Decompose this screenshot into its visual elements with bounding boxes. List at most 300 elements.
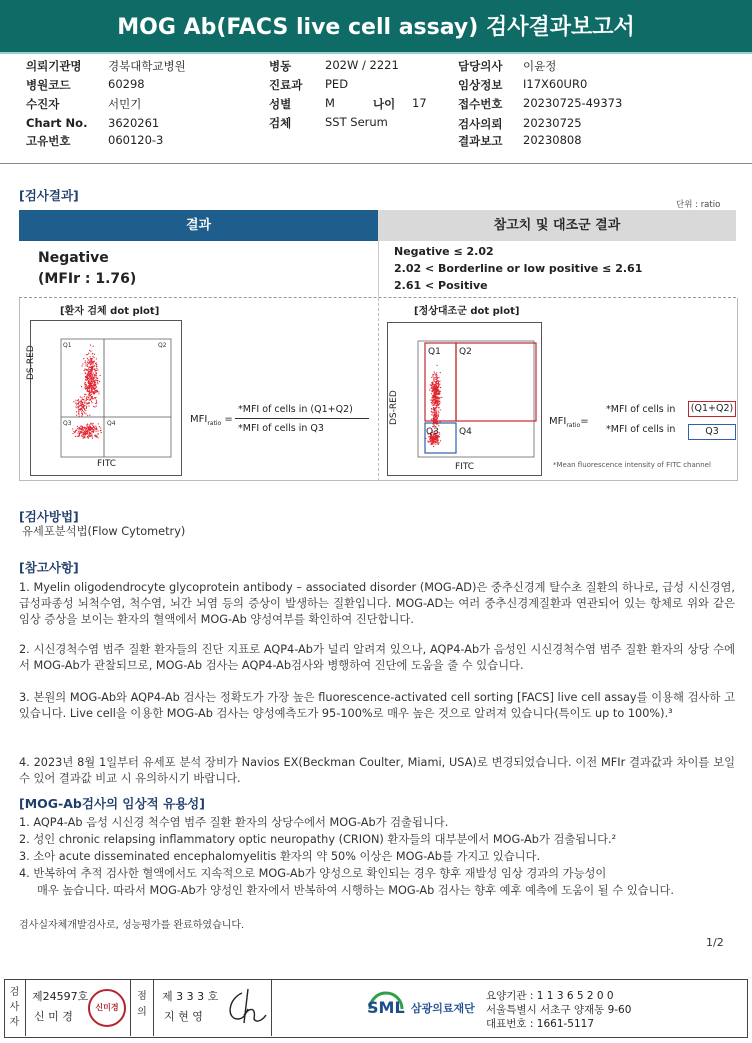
- dot: [91, 358, 92, 359]
- dot: [90, 395, 91, 396]
- examiner-role-char: 검: [9, 987, 20, 998]
- dot: [435, 377, 436, 378]
- dot: [431, 403, 432, 404]
- dot: [91, 392, 92, 393]
- dot: [83, 435, 84, 436]
- dot: [96, 387, 97, 388]
- dot: [79, 416, 80, 417]
- dot: [86, 385, 87, 386]
- dot: [90, 392, 91, 393]
- dot: [96, 377, 97, 378]
- dot: [80, 396, 81, 397]
- dot: [91, 396, 92, 397]
- info-value-report-date: 20230808: [523, 133, 582, 147]
- dot: [84, 388, 85, 389]
- dot: [91, 401, 92, 402]
- dot: [432, 409, 433, 410]
- dot: [434, 414, 435, 415]
- dot: [93, 393, 94, 394]
- control-q2-label: Q2: [459, 347, 472, 357]
- dot: [93, 381, 94, 382]
- control-q1-label: Q1: [428, 347, 441, 357]
- dot: [434, 394, 435, 395]
- dot: [96, 358, 97, 359]
- mfi-equals-2: =: [580, 416, 589, 427]
- dot: [88, 378, 89, 379]
- dot: [436, 412, 437, 413]
- dot: [438, 405, 439, 406]
- dot: [87, 390, 88, 391]
- dot: [80, 431, 81, 432]
- dot: [438, 407, 439, 408]
- dot: [96, 373, 97, 374]
- dot: [91, 381, 92, 382]
- dot: [433, 415, 434, 416]
- dot: [86, 398, 87, 399]
- dot: [435, 404, 436, 405]
- dot: [78, 411, 79, 412]
- sml-org-name: 삼광의료재단: [411, 1002, 475, 1015]
- dot: [93, 398, 94, 399]
- dot: [97, 378, 98, 379]
- patient-q4-label: Q4: [107, 420, 116, 427]
- dot: [431, 442, 432, 443]
- dot: [86, 433, 87, 434]
- dot: [90, 381, 91, 382]
- mfi-footnote: *Mean fluorescence intensity of FITC channel: [553, 461, 711, 469]
- dot: [94, 354, 95, 355]
- dot: [96, 431, 97, 432]
- dot: [432, 420, 433, 421]
- dot: [100, 427, 101, 428]
- dot: [93, 423, 94, 424]
- dot: [77, 436, 78, 437]
- dot: [95, 371, 96, 372]
- certification-note: 검사실자체개발검사로, 성능평가를 완료하였습니다.: [19, 920, 245, 931]
- dot: [431, 440, 432, 441]
- dot: [81, 429, 82, 430]
- dot: [86, 408, 87, 409]
- dot: [437, 386, 438, 387]
- dot: [82, 399, 83, 400]
- dot: [96, 364, 97, 365]
- dot: [94, 428, 95, 429]
- mfi-equals: =: [224, 414, 233, 425]
- dot: [438, 415, 439, 416]
- info-label-hospital-code: 병원코드: [26, 78, 71, 92]
- dot: [439, 392, 440, 393]
- dot: [436, 423, 437, 424]
- mfi-numerator: *MFI of cells in (Q1+Q2): [238, 404, 353, 415]
- dot: [77, 400, 78, 401]
- dot: [436, 414, 437, 415]
- dot: [432, 401, 433, 402]
- info-value-requester: 경북대학교병원: [108, 59, 186, 73]
- dot: [92, 375, 93, 376]
- physician-name: 지 현 영: [164, 1010, 203, 1023]
- dot: [96, 368, 97, 369]
- patient-q3-label: Q3: [63, 420, 72, 427]
- dot: [78, 403, 79, 404]
- dot: [89, 402, 90, 403]
- dot: [97, 383, 98, 384]
- dot: [87, 404, 88, 405]
- dot: [87, 378, 88, 379]
- dot: [437, 423, 438, 424]
- info-label-department: 진료과: [269, 78, 303, 92]
- physician-role: [130, 979, 154, 1036]
- dot: [88, 397, 89, 398]
- patient-q1-label: Q1: [63, 342, 72, 349]
- dot: [94, 382, 95, 383]
- dot: [87, 426, 88, 427]
- dot: [433, 397, 434, 398]
- dot: [430, 400, 431, 401]
- dot: [437, 422, 438, 423]
- dot: [434, 371, 435, 372]
- dot: [434, 443, 435, 444]
- control-dot-plot: [388, 323, 541, 475]
- dot: [88, 383, 89, 384]
- dot: [85, 380, 86, 381]
- dot: [435, 442, 436, 443]
- info-value-unique-no: 060120-3: [108, 133, 164, 147]
- dot: [93, 379, 94, 380]
- dot: [439, 434, 440, 435]
- dot: [79, 428, 80, 429]
- dot: [96, 401, 97, 402]
- info-label-sex: 성별: [269, 97, 292, 111]
- dot: [433, 374, 434, 375]
- dot: [436, 405, 437, 406]
- method-text: 유세포분석법(Flow Cytometry): [22, 525, 186, 538]
- dot: [79, 431, 80, 432]
- dot: [87, 428, 88, 429]
- dot: [88, 435, 89, 436]
- dot: [80, 408, 81, 409]
- patient-plot-axes: [61, 339, 171, 457]
- info-label-unique-no: 고유번호: [26, 134, 71, 148]
- mfi-denominator-2: *MFI of cells in: [606, 424, 676, 435]
- dot: [94, 392, 95, 393]
- dot: [435, 403, 436, 404]
- dot: [433, 391, 434, 392]
- dot: [435, 396, 436, 397]
- dot: [92, 424, 93, 425]
- dot: [87, 430, 88, 431]
- dot: [432, 440, 433, 441]
- dot: [433, 446, 434, 447]
- dot: [87, 376, 88, 377]
- dot: [88, 381, 89, 382]
- sml-logo-text: SML: [367, 998, 405, 1017]
- dot: [78, 399, 79, 400]
- dot: [92, 431, 93, 432]
- dot: [435, 375, 436, 376]
- dot: [90, 351, 91, 352]
- dot: [84, 427, 85, 428]
- dot: [98, 423, 99, 424]
- dot: [87, 415, 88, 416]
- dot: [84, 431, 85, 432]
- control-y-axis-label: DS-RED: [389, 390, 399, 425]
- dot: [79, 406, 80, 407]
- dot: [432, 395, 433, 396]
- method-section-title: [검사방법]: [19, 509, 79, 524]
- dot: [84, 403, 85, 404]
- examiner-name: 신 미 경: [34, 1010, 73, 1023]
- dot: [86, 400, 87, 401]
- dot: [440, 409, 441, 410]
- dot: [441, 397, 442, 398]
- dot: [432, 376, 433, 377]
- info-label-report-date: 결과보고: [458, 134, 503, 148]
- dot: [97, 380, 98, 381]
- dot: [73, 401, 74, 402]
- note-1: 1. Myelin oligodendrocyte glycoprotein antibody – associated disorder (MOG-AD)은 중추신경계 탈수초 질환의 하나로, 급성 시신경염, 급성파종성 뇌척수염, 척수염, 뇌간 뇌염 등의 증상이 발생하는 질환입니다. MOG-AD는 여러 중추신경계질환과 연관되어 있는 항체로 위와 같은 임상 증상을 보이는 환자의 혈액에서 MOG-Ab 양성여부를 확인하여 진단합니다.: [19, 581, 735, 626]
- dot: [434, 415, 435, 416]
- info-value-receipt-no: 20230725-49373: [523, 96, 623, 110]
- dot: [85, 385, 86, 386]
- dot: [93, 377, 94, 378]
- dot: [93, 361, 94, 362]
- dot: [86, 397, 87, 398]
- institution-code: 요양기관 : 1 1 3 6 5 2 0 0: [486, 990, 614, 1002]
- patient-dot-plot: [31, 321, 181, 475]
- dot: [92, 438, 93, 439]
- dot: [86, 354, 87, 355]
- dot: [89, 350, 90, 351]
- dot: [91, 433, 92, 434]
- dot: [90, 373, 91, 374]
- physician-license: 제 3 3 3 호: [162, 990, 219, 1003]
- dot: [434, 438, 435, 439]
- dot: [95, 387, 96, 388]
- dot: [434, 409, 435, 410]
- dot: [434, 373, 435, 374]
- dot: [436, 399, 437, 400]
- dot: [80, 403, 81, 404]
- dot: [92, 365, 93, 366]
- clinical-section-title: [MOG-Ab검사의 임상적 유용성]: [19, 796, 205, 811]
- dot: [81, 397, 82, 398]
- dot: [96, 405, 97, 406]
- dot: [89, 366, 90, 367]
- dot: [86, 407, 87, 408]
- dot: [81, 400, 82, 401]
- dot: [437, 440, 438, 441]
- dot: [434, 418, 435, 419]
- dot: [87, 354, 88, 355]
- control-q3-label: Q3: [426, 427, 439, 437]
- dot: [433, 416, 434, 417]
- dot: [86, 402, 87, 403]
- dot: [95, 403, 96, 404]
- dot: [436, 391, 437, 392]
- dot: [97, 436, 98, 437]
- dot: [78, 428, 79, 429]
- dot: [75, 436, 76, 437]
- dot: [436, 378, 437, 379]
- dot: [437, 390, 438, 391]
- dot: [91, 370, 92, 371]
- dot: [93, 369, 94, 370]
- dot: [436, 385, 437, 386]
- dot: [85, 362, 86, 363]
- dot: [90, 427, 91, 428]
- dot: [90, 364, 91, 365]
- dot: [98, 391, 99, 392]
- dot: [427, 441, 428, 442]
- dot: [99, 381, 100, 382]
- dot: [92, 361, 93, 362]
- dot: [91, 359, 92, 360]
- result-value: Negative: [38, 250, 109, 266]
- dot: [73, 433, 74, 434]
- patient-q2-label: Q2: [158, 342, 167, 349]
- results-section-title: [검사결과]: [19, 188, 79, 203]
- dot: [99, 426, 100, 427]
- dot: [85, 369, 86, 370]
- result-mfir: (MFIr : 1.76): [38, 271, 137, 287]
- dot: [431, 393, 432, 394]
- dot: [94, 397, 95, 398]
- dot: [87, 364, 88, 365]
- clinical-item: 2. 성인 chronic relapsing inflammatory optic neuropathy (CRION) 환자들의 대부분에서 MOG-Ab가 검출됩니다.²: [19, 833, 617, 846]
- dot: [88, 353, 89, 354]
- dot: [81, 411, 82, 412]
- dot: [438, 444, 439, 445]
- dot: [81, 386, 82, 387]
- dot: [87, 434, 88, 435]
- dot: [78, 402, 79, 403]
- dot: [433, 442, 434, 443]
- mfi-subscript: ratio: [207, 420, 222, 427]
- dot: [438, 377, 439, 378]
- dot: [94, 374, 95, 375]
- dot: [90, 429, 91, 430]
- dot: [439, 381, 440, 382]
- examiner-license: 제24597호: [32, 990, 89, 1003]
- dot: [91, 436, 92, 437]
- dot: [78, 413, 79, 414]
- mfi-numerator-2: *MFI of cells in: [606, 404, 676, 415]
- dot: [434, 399, 435, 400]
- dot: [431, 382, 432, 383]
- dot: [95, 397, 96, 398]
- dot: [92, 362, 93, 363]
- dot: [91, 386, 92, 387]
- note-4: 4. 2023년 8월 1일부터 유세포 분석 장비가 Navios EX(Beckman Coulter, Miami, USA)로 변경되었습니다. 이전 MFIr 결과값과 차이를 보일 수 있어 결과값 비교 시 유의하시기 바랍니다.: [19, 756, 735, 785]
- dot: [434, 381, 435, 382]
- dot: [89, 383, 90, 384]
- clinical-item: 3. 소아 acute disseminated encephalomyelitis 환자의 약 50% 이상은 MOG-Ab를 가지고 있습니다.: [19, 850, 541, 863]
- mfi-numerator-box: (Q1+Q2): [688, 401, 736, 417]
- dot: [92, 429, 93, 430]
- control-q4-label: Q4: [459, 427, 472, 437]
- dot: [433, 412, 434, 413]
- mfi-denominator: *MFI of cells in Q3: [238, 423, 324, 434]
- dot: [440, 422, 441, 423]
- info-label-age: 나이: [373, 97, 396, 111]
- dot: [92, 425, 93, 426]
- dot: [88, 369, 89, 370]
- dot: [87, 399, 88, 400]
- patient-y-axis-label: DS-RED: [26, 345, 36, 380]
- dot: [96, 390, 97, 391]
- dot: [92, 356, 93, 357]
- info-label-patient: 수진자: [26, 97, 60, 111]
- institution-address: 서울특별시 서초구 양재동 9-60: [486, 1004, 632, 1016]
- dot: [436, 387, 437, 388]
- dot: [434, 410, 435, 411]
- control-mfi-formula: [549, 416, 589, 429]
- dot: [433, 425, 434, 426]
- dot: [81, 432, 82, 433]
- dot: [93, 426, 94, 427]
- institution-phone: 대표번호 : 1661-5117: [486, 1018, 595, 1030]
- dot: [436, 419, 437, 420]
- clinical-item: 1. AQP4-Ab 음성 시신경 척수염 범주 질환 환자의 상당수에서 MOG-Ab가 검출됩니다.: [19, 816, 449, 829]
- dot: [89, 424, 90, 425]
- dot: [437, 383, 438, 384]
- dot: [435, 401, 436, 402]
- control-x-axis-label: FITC: [455, 462, 475, 472]
- dot: [437, 365, 438, 366]
- dot: [438, 411, 439, 412]
- dot: [82, 410, 83, 411]
- dot: [72, 428, 73, 429]
- dot: [81, 409, 82, 410]
- dot: [86, 406, 87, 407]
- info-label-doctor: 담당의사: [458, 59, 503, 73]
- dot: [92, 389, 93, 390]
- dot: [83, 411, 84, 412]
- dot: [94, 375, 95, 376]
- dot: [438, 443, 439, 444]
- dot: [87, 388, 88, 389]
- dot: [91, 361, 92, 362]
- dot: [91, 398, 92, 399]
- dot: [92, 353, 93, 354]
- dot: [428, 442, 429, 443]
- control-dot-plot-frame: [387, 322, 542, 476]
- dot: [94, 365, 95, 366]
- dot: [436, 442, 437, 443]
- patient-plot-dots: [72, 345, 102, 439]
- dot: [86, 425, 87, 426]
- dot: [87, 433, 88, 434]
- info-value-request-date: 20230725: [523, 116, 582, 130]
- info-label-clinical-info: 임상정보: [458, 78, 503, 92]
- dot: [432, 386, 433, 387]
- dot: [81, 416, 82, 417]
- info-label-ward: 병동: [269, 59, 292, 73]
- dot: [89, 395, 90, 396]
- dot: [80, 401, 81, 402]
- info-value-clinical-info: I17X60UR0: [523, 77, 588, 91]
- dot: [430, 438, 431, 439]
- dot: [88, 391, 89, 392]
- dot: [431, 414, 432, 415]
- dot: [437, 375, 438, 376]
- dot: [87, 432, 88, 433]
- physician-role-char: 점: [137, 991, 147, 1002]
- dot: [76, 411, 77, 412]
- dot: [437, 403, 438, 404]
- dot: [85, 382, 86, 383]
- dot: [92, 358, 93, 359]
